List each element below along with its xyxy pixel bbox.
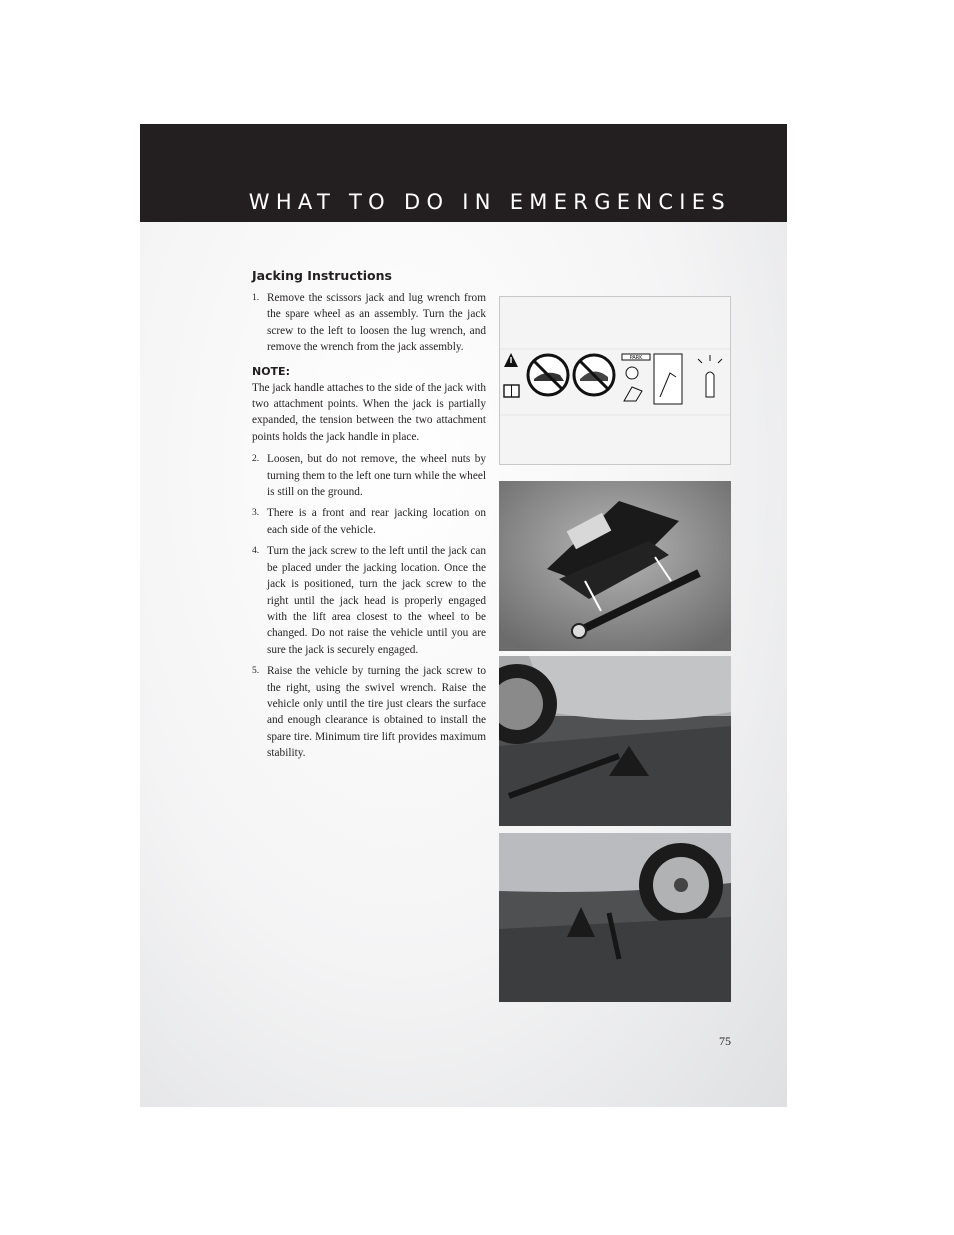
note-text: The jack handle attaches to the side of the jack with two attachment points. When the jack is partially expanded, the tension between the two attachment points holds the jack handle in place. [252, 381, 487, 443]
step-number: 2. [252, 454, 260, 465]
no-start-engine-icon [574, 355, 614, 395]
instructions-column [252, 268, 486, 762]
section-heading: Jacking Instructions [252, 268, 392, 283]
jack-placement-icon [654, 354, 682, 404]
step-text: Loosen, but do not remove, the wheel nuts by turning them to the left one turn while the wheel is still on the ground. [267, 453, 486, 499]
note-label: NOTE: [252, 364, 290, 378]
section-title: WHAT TO DO IN EMERGENCIES [248, 190, 731, 214]
step-item [252, 663, 486, 761]
step-item [252, 543, 486, 658]
step-number: 3. [252, 508, 260, 519]
step-number: 5. [252, 666, 260, 677]
manual-page [140, 124, 787, 1107]
section-header [140, 124, 787, 222]
vehicle-raised-photo [499, 833, 731, 1002]
scissors-jack-photo [499, 481, 731, 651]
warning-label-text: PARK [629, 355, 643, 361]
step-number: 4. [252, 546, 260, 557]
step-text: Remove the scissors jack and lug wrench from the spare wheel as an assembly. Turn the jack screw to the left to loosen the lug wrench, and remove the wrench from the jack assembly. [267, 292, 486, 354]
jack-positioned-photo [499, 656, 731, 826]
step-item [252, 451, 486, 500]
step-text: Turn the jack screw to the left until the jack can be placed under the jacking location. Once the jack is positioned, turn the jack screw to the right until the jack head is properly engaged with the lift area closest to the wheel to be changed. Do not raise the vehicle until you are sure the jack is securely engaged. [267, 545, 486, 656]
no-crawl-under-icon [528, 355, 568, 395]
jack-warning-label-image [499, 296, 731, 465]
manual-book-icon [504, 385, 519, 397]
step-item [252, 505, 486, 538]
page-number: 75 [719, 1034, 731, 1048]
step-text: Raise the vehicle by turning the jack screw to the right, using the swivel wrench. Raise the vehicle only until the tire just clears the surface and enough clearance is obtained to install the spare tire. Minimum tire lift provides maximum stability. [267, 665, 486, 760]
step-item [252, 290, 486, 356]
step-text: There is a front and rear jacking location on each side of the vehicle. [267, 507, 486, 536]
step-number: 1. [252, 293, 260, 303]
